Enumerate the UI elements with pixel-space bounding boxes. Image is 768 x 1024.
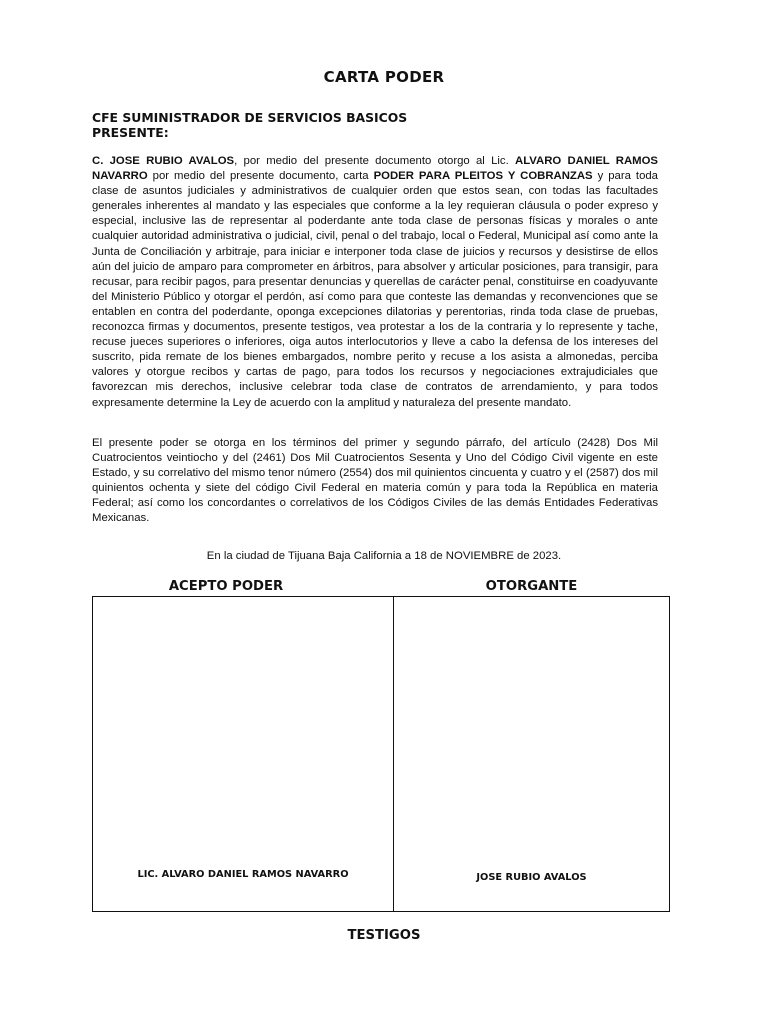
witnesses-heading: TESTIGOS (347, 928, 421, 943)
signature-table (92, 596, 670, 912)
attorney-signature-name: LIC. ALVARO DANIEL RAMOS NAVARRO (137, 869, 349, 880)
addressee-block (92, 110, 692, 140)
place-and-date: En la ciudad de Tijuana Baja California a 18 de NOVIEMBRE de 2023. (206, 550, 562, 562)
grantor-name: C. JOSE RUBIO AVALOS (92, 155, 235, 167)
power-type: PODER PARA PLEITOS Y COBRANZAS (373, 170, 593, 183)
attorney-name: ALVARO DANIEL RAMOS NAVARRO (92, 155, 658, 183)
paragraph-text-b: por medio del presente documento, carta (147, 170, 374, 183)
signature-cell-attorney (93, 597, 394, 911)
addressee-presente: PRESENTE: (92, 125, 169, 140)
signature-cell-grantor (394, 597, 669, 911)
grantor-signature-name: JOSE RUBIO AVALOS (476, 872, 587, 883)
addressee-name: CFE SUMINISTRADOR DE SERVICIOS BASICOS (92, 110, 408, 125)
paragraph-text-a: , por medio del presente documento otorgo al Lic. (234, 155, 516, 167)
grantor-heading: OTORGANTE (485, 579, 578, 594)
accept-power-heading: ACEPTO PODER (168, 579, 284, 594)
paragraph-legal-basis: El presente poder se otorga en los términos del primer y segundo párrafo, del artículo (2428) Dos Mil Cuatrocientos veintiocho y del (2461) Dos Mil Cuatrocientos Sesenta y Uno del Código Civil vigente en este Estado, y su correlativo del mismo tenor número (2554) dos mil quinientos cincuenta y cuatro y el (2587) dos mil quinientos ochenta y siete del código Civil Federal en materia común y para toda la República en materia Federal; así como los concordantes o correlativos de los Códigos Civiles de las demás Entidades Federativas Mexicanas. (92, 437, 658, 525)
document-title: CARTA PODER (323, 68, 445, 86)
paragraph-grant-of-power (92, 154, 658, 411)
paragraph-text-c: y para toda clase de asuntos judiciales y administrativos de cualquier orden que estos sean, con todas las facultades generales inherentes al mandato y las especiales que conforme a la ley requieran cláusula o poder expreso y especial, inclusive las de representar al poderdante ante toda clase de personas físicas y morales o ante cualquier autoridad administrativa o judicial, civil, penal o del trabajo, local o Federal, Municipal así como ante la Junta de Conciliación y arbitraje, para iniciar e interponer toda clase de juicios y recursos y desistirse de ellos aún del juicio de amparo para comprometer en árbitros, para absolver y articular posiciones, para transigir, para recusar, para recibir pagos, para presentar denuncias y querellas de carácter penal, constituirse en coadyuvante del Ministerio Público y otorgar el perdón, así como para que conteste las demandas y reconvenciones que se entablen en contra del poderdante, oponga excepciones dilatorias y perentorias, rinda toda clase de pruebas, reconozca firmas y documentos, presente testigos, vea protestar a los de la contraria y lo represente y tache, recuse jueces superiores o inferiores, oiga autos interlocutorios y lleve a cabo la defensa de los intereses del suscrito, pida remate de los bienes embargados, nombre perito y recuse a los asista a almonedas, perciba valores y otorgue recibos y cartas de pago, para todos los recursos y negociaciones extrajudiciales que favorezcan mis derechos, inclusive celebrar toda clase de contratos de arrendamiento, y para todos expresamente determine la Ley de acuerdo con la amplitud y naturaleza del presente mandato. (92, 170, 658, 409)
